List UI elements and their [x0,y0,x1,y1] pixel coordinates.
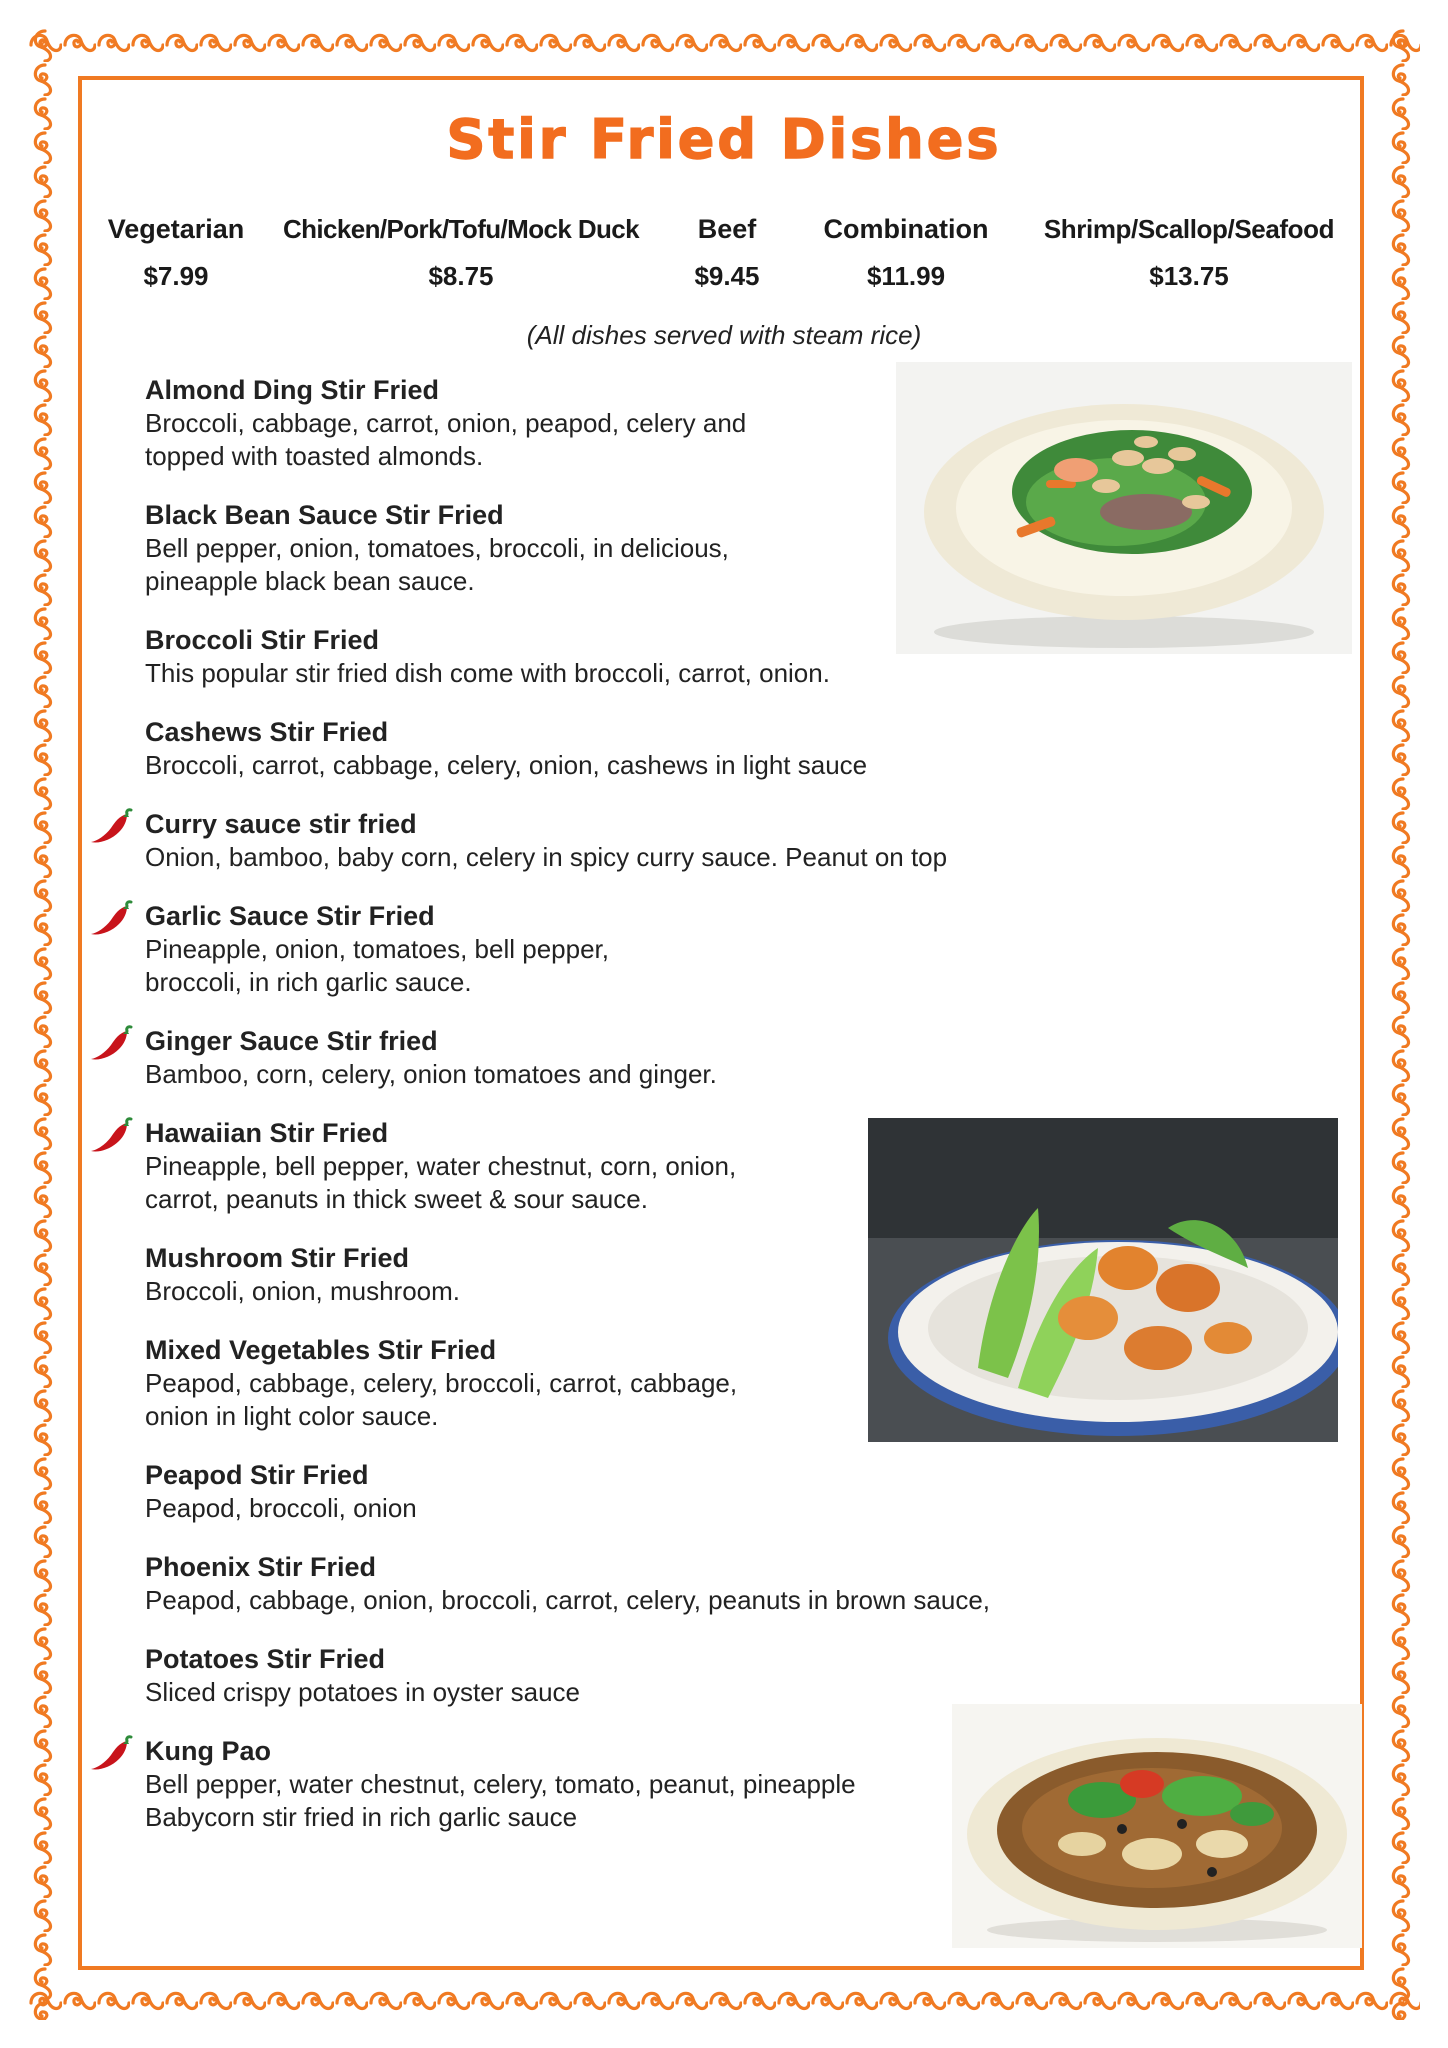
item-description: Sliced crispy potatoes in oyster sauce [145,1677,580,1707]
item-name: Ginger Sauce Stir fried [145,1026,438,1056]
item-description: Broccoli, cabbage, carrot, onion, peapod, celery and topped with toasted almonds. [145,408,747,471]
tier-price: $11.99 [866,261,946,291]
menu-item [145,1643,1145,1709]
chili-pepper-icon [89,1117,133,1157]
chili-pepper-icon [89,1025,133,1065]
serving-note: (All dishes served with steam rice) [526,320,922,350]
item-description: Bell pepper, water chestnut, celery, tomato, peanut, pineapple Babycorn stir fried in rich garlic sauce [145,1769,856,1832]
item-description: Broccoli, onion, mushroom. [145,1276,461,1306]
item-name: Phoenix Stir Fried [145,1552,377,1582]
item-name: Black Bean Sauce Stir Fried [145,500,504,530]
menu-item [145,1025,1145,1091]
item-description: Pineapple, onion, tomatoes, bell pepper, broccoli, in rich garlic sauce. [145,934,610,997]
menu-item [145,900,1145,999]
tier-name: Vegetarian [107,214,245,244]
item-description: Peapod, broccoli, onion [145,1493,417,1523]
item-name: Mixed Vegetables Stir Fried [145,1335,497,1365]
tier-price: $7.99 [143,261,209,291]
item-description: Peapod, cabbage, onion, broccoli, carrot, celery, peanuts in brown sauce, [145,1585,991,1615]
item-description: Bell pepper, onion, tomatoes, broccoli, in delicious, pineapple black bean sauce. [145,533,729,596]
price-tier-combination [808,214,1004,292]
price-tier-vegetarian [96,214,256,292]
item-description: Peapod, cabbage, celery, broccoli, carrot, cabbage, onion in light color sauce. [145,1368,738,1431]
item-name: Peapod Stir Fried [145,1460,369,1490]
item-description: Pineapple, bell pepper, water chestnut, corn, onion, carrot, peanuts in thick sweet & sour sauce. [145,1151,737,1214]
item-description: This popular stir fried dish come with broccoli, carrot, onion. [145,658,830,688]
item-name: Curry sauce stir fried [145,809,417,839]
price-tier-beef [672,214,782,292]
chili-pepper-icon [89,808,133,848]
kung-pao-dish-photo [952,1704,1362,1948]
price-tier-seafood [1034,214,1344,292]
item-description: Onion, bamboo, baby corn, celery in spicy curry sauce. Peanut on top [145,842,948,872]
item-name: Hawaiian Stir Fried [145,1118,389,1148]
tier-price: $8.75 [428,261,494,291]
item-name: Mushroom Stir Fried [145,1243,410,1273]
tier-name: Combination [823,214,989,244]
item-name: Potatoes Stir Fried [145,1644,386,1674]
menu-item [145,716,1145,782]
menu-item [145,1551,1145,1617]
tier-name: Shrimp/Scallop/Seafood [1043,214,1335,244]
item-name: Broccoli Stir Fried [145,625,380,655]
almond-dish-photo [896,362,1352,654]
bottom-swirl-border [28,1986,1420,2020]
menu-item [145,1459,1145,1525]
top-swirl-border [28,28,1420,62]
item-name: Kung Pao [145,1736,271,1766]
tier-price: $9.45 [694,261,760,291]
item-name: Garlic Sauce Stir Fried [145,901,435,931]
item-description: Bamboo, corn, celery, onion tomatoes and ginger. [145,1059,717,1089]
item-description: Broccoli, carrot, cabbage, celery, onion, cashews in light sauce [145,750,868,780]
tier-name: Chicken/Pork/Tofu/Mock Duck [282,214,640,244]
item-name: Cashews Stir Fried [145,717,389,747]
shrimp-dish-photo [868,1118,1338,1442]
tier-name: Beef [697,214,757,244]
item-name: Almond Ding Stir Fried [145,375,439,405]
page-title: Stir Fried Dishes [446,108,1002,171]
chili-pepper-icon [89,900,133,940]
menu-item [145,808,1145,874]
chili-pepper-icon [89,1735,133,1775]
tier-price: $13.75 [1149,261,1229,291]
price-tier-chicken [276,214,646,292]
